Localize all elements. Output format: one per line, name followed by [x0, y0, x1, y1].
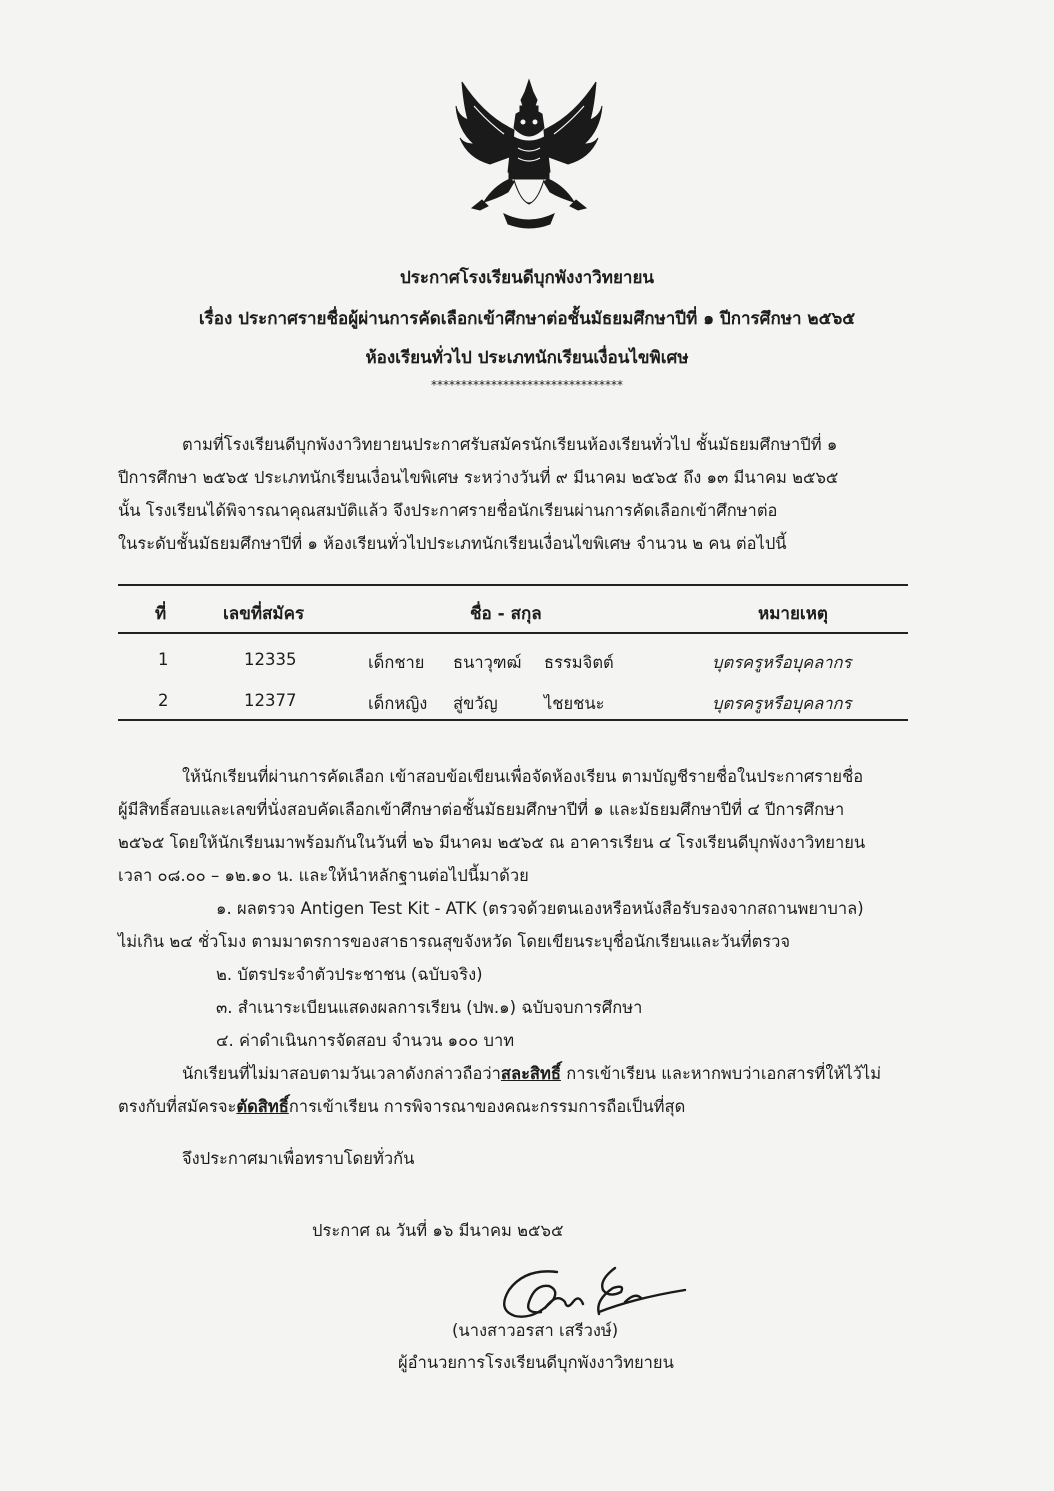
announcement-title: ประกาศโรงเรียนดีบุกพังงาวิทยายน	[399, 268, 655, 288]
intro-line-4: ในระดับชั้นมัธยมศึกษาปีที่ ๑ ห้องเรียนทั่วไปประเภทนักเรียนเงื่อนไขพิเศษ จำนวน ๒ คน ต่อไปนี้	[118, 534, 787, 553]
revoke-emphasis: ตัดสิทธิ์	[236, 1097, 289, 1116]
table-bottom-rule	[118, 719, 908, 721]
intro-line-2: ปีการศึกษา ๒๕๖๕ ประเภทนักเรียนเงื่อนไขพิเศษ ระหว่างวันที่ ๙ มีนาคม ๒๕๖๕ ถึง ๑๓ มีนาคม ๒๕๖๕	[118, 468, 839, 487]
announcement-subtitle: ห้องเรียนทั่วไป ประเภทนักเรียนเงื่อนไขพิเศษ	[365, 348, 689, 368]
signer-name: (นางสาวอรสา เสรีวงษ์)	[452, 1321, 619, 1340]
forfeit-text-pre: นักเรียนที่ไม่มาสอบตามวันเวลาดังกล่าวถือว่า	[182, 1064, 501, 1083]
instruction-line-3: ๒๕๖๕ โดยให้นักเรียนมาพร้อมกันในวันที่ ๒๖ มีนาคม ๒๕๖๕ ณ อาคารเรียน ๔ โรงเรียนดีบุกพังงาวิทยายน	[118, 833, 866, 852]
row-last-name: ธรรมจิตต์	[544, 653, 614, 672]
row-note: บุตรครูหรือบุคลากร	[712, 653, 852, 672]
announce-date: ประกาศ ณ วันที่ ๑๖ มีนาคม ๒๕๖๕	[312, 1221, 564, 1240]
header-name: ชื่อ - สกุล	[470, 604, 542, 624]
row-app-no: 12335	[244, 650, 297, 669]
header-app-no: เลขที่สมัคร	[223, 604, 305, 624]
row-first-name: ธนาวุฑฒ์	[453, 653, 522, 672]
instruction-line-2: ผู้มีสิทธิ์สอบและเลขที่นั่งสอบคัดเลือกเข้าศึกษาต่อชั้นมัธยมศึกษาปีที่ ๑ และมัธยมศึกษาปีที่ ๔ ปีการศึกษา	[118, 800, 845, 819]
announce-closing: จึงประกาศมาเพื่อทราบโดยทั่วกัน	[182, 1149, 415, 1168]
row-prefix: เด็กหญิง	[368, 694, 428, 713]
garuda-emblem-icon	[454, 76, 604, 232]
forfeit-line-2	[118, 1094, 685, 1120]
row-no: 2	[158, 691, 169, 710]
star-divider: ********************************	[431, 378, 623, 392]
requirement-item-4: ๔. ค่าดำเนินการจัดสอบ จำนวน ๑๐๐ บาท	[216, 1031, 515, 1050]
requirement-item-2: ๒. บัตรประจำตัวประชาชน (ฉบับจริง)	[216, 965, 483, 984]
requirement-item-1: ๑. ผลตรวจ Antigen Test Kit - ATK (ตรวจด้วยตนเองหรือหนังสือรับรองจากสถานพยาบาล)	[216, 899, 864, 918]
revoke-text-pre: ตรงกับที่สมัครจะ	[118, 1097, 237, 1116]
row-first-name: สู่ขวัญ	[453, 694, 498, 713]
signer-title: ผู้อำนวยการโรงเรียนดีบุกพังงาวิทยายน	[398, 1353, 674, 1372]
row-note: บุตรครูหรือบุคลากร	[712, 694, 852, 713]
row-app-no: 12377	[244, 691, 297, 710]
revoke-text-post: การเข้าเรียน การพิจารณาของคณะกรรมการถือเป็นที่สุด	[288, 1097, 686, 1116]
header-note: หมายเหตุ	[758, 604, 828, 624]
header-no: ที่	[155, 604, 167, 624]
table-top-rule	[118, 584, 908, 586]
signature-icon	[495, 1262, 695, 1324]
intro-line-3: นั้น โรงเรียนได้พิจารณาคุณสมบัติแล้ว จึงประกาศรายชื่อนักเรียนผ่านการคัดเลือกเข้าศึกษาต่อ	[118, 501, 778, 520]
table-header-rule	[118, 632, 908, 634]
row-prefix: เด็กชาย	[368, 653, 425, 672]
forfeit-text-post: การเข้าเรียน และหากพบว่าเอกสารที่ให้ไว้ไม่	[560, 1064, 882, 1083]
forfeit-line-1	[182, 1061, 881, 1087]
announcement-subject: เรื่อง ประกาศรายชื่อผู้ผ่านการคัดเลือกเข้าศึกษาต่อชั้นมัธยมศึกษาปีที่ ๑ ปีการศึกษา ๒๕๖๕	[198, 309, 856, 329]
instruction-line-1: ให้นักเรียนที่ผ่านการคัดเลือก เข้าสอบข้อเขียนเพื่อจัดห้องเรียน ตามบัญชีรายชื่อในประกาศรายชื่อ	[182, 767, 864, 786]
requirement-item-1-cont: ไม่เกิน ๒๔ ชั่วโมง ตามมาตรการของสาธารณสุขจังหวัด โดยเขียนระบุชื่อนักเรียนและวันที่ตรวจ	[118, 932, 791, 951]
forfeit-emphasis: สละสิทธิ์	[500, 1064, 561, 1083]
row-no: 1	[158, 650, 169, 669]
row-last-name: ไชยชนะ	[544, 694, 605, 713]
intro-line-1: ตามที่โรงเรียนดีบุกพังงาวิทยายนประกาศรับสมัครนักเรียนห้องเรียนทั่วไป ชั้นมัธยมศึกษาปีที่ ๑	[182, 435, 838, 454]
requirement-item-3: ๓. สำเนาระเบียนแสดงผลการเรียน (ปพ.๑) ฉบับจบการศึกษา	[216, 998, 643, 1017]
instruction-line-4: เวลา ๐๘.๐๐ – ๑๒.๑๐ น. และให้นำหลักฐานต่อไปนี้มาด้วย	[118, 866, 529, 885]
